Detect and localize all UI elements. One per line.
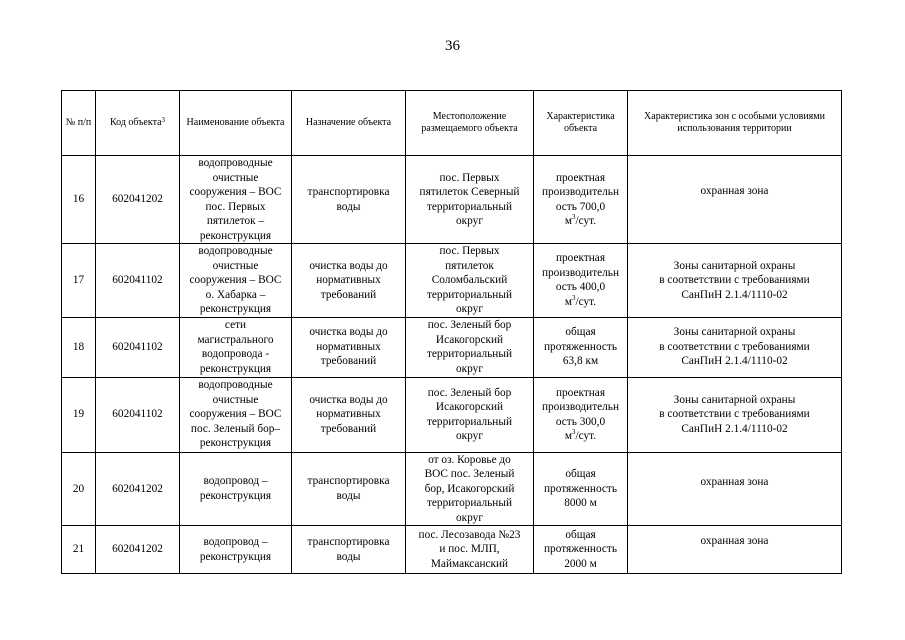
cell-purpose-line: нормативных bbox=[316, 408, 381, 421]
cell-code: 602041202 bbox=[96, 156, 180, 244]
cell-purpose bbox=[292, 526, 406, 574]
cell-zones bbox=[628, 526, 842, 574]
cell-purpose bbox=[292, 377, 406, 452]
cell-location bbox=[406, 377, 534, 452]
cell-name-line: реконструкция bbox=[199, 303, 272, 315]
table-row bbox=[62, 377, 842, 452]
cell-zones-line: Зоны санитарной охраны bbox=[673, 393, 796, 406]
cell-zones-line: в соответствии с требованиями bbox=[659, 340, 810, 353]
header-location: Местоположение размещаемого объекта bbox=[406, 91, 534, 156]
cell-zones bbox=[628, 452, 842, 526]
cell-characteristic-line: проектная bbox=[555, 171, 606, 184]
cell-location-line: бор, Исакогорский bbox=[424, 482, 515, 495]
cell-location bbox=[406, 317, 534, 377]
cell-purpose-line: очистка воды до bbox=[309, 393, 388, 406]
table-row bbox=[62, 156, 842, 244]
cell-num: 18 bbox=[62, 317, 96, 377]
cell-characteristic-line: протяженность bbox=[544, 482, 617, 495]
characteristic-unit-tail: /сут. bbox=[575, 295, 597, 308]
objects-table bbox=[61, 90, 842, 574]
cell-characteristic-line: ость 700,0 bbox=[555, 200, 606, 213]
cell-location-line: округ bbox=[456, 215, 483, 227]
cell-characteristic-line: общая bbox=[565, 326, 596, 339]
cell-zones-line: СанПиН 2.1.4/1110-02 bbox=[681, 422, 788, 435]
cell-zones-line: охранная зона bbox=[700, 475, 769, 488]
cell-num: 16 bbox=[62, 156, 96, 244]
cell-location-line: территориальный bbox=[426, 288, 512, 301]
cell-characteristic-line: 63,8 км bbox=[562, 355, 599, 368]
cell-name-line: очистные bbox=[212, 259, 259, 272]
cell-location bbox=[406, 452, 534, 526]
cell-purpose-line: требований bbox=[320, 355, 377, 368]
characteristic-unit: м bbox=[564, 295, 573, 308]
characteristic-unit-sup: 3 bbox=[572, 428, 576, 436]
cell-num: 21 bbox=[62, 526, 96, 574]
cell-num: 17 bbox=[62, 244, 96, 318]
cell-code: 602041102 bbox=[96, 244, 180, 318]
cell-location-line: Маймаксанский bbox=[430, 557, 509, 570]
header-code-text: Код объекта bbox=[109, 116, 162, 128]
cell-characteristic bbox=[534, 244, 628, 318]
table-row bbox=[62, 526, 842, 574]
cell-zones-line: СанПиН 2.1.4/1110-02 bbox=[681, 288, 788, 301]
cell-code: 602041202 bbox=[96, 526, 180, 574]
cell-location-line: пятилеток bbox=[445, 259, 494, 272]
cell-name-line: пос. Первых bbox=[205, 200, 266, 213]
cell-purpose-line: требований bbox=[320, 422, 377, 435]
cell-location-line: пос. Лесозавода №23 bbox=[418, 528, 521, 541]
cell-name bbox=[180, 452, 292, 526]
cell-name bbox=[180, 377, 292, 452]
cell-characteristic bbox=[534, 156, 628, 244]
cell-purpose bbox=[292, 452, 406, 526]
cell-location-line: пос. Зеленый бор bbox=[427, 386, 512, 399]
cell-location-line: Соломбальский bbox=[431, 274, 508, 286]
cell-name bbox=[180, 526, 292, 574]
cell-name-line: реконструкция bbox=[199, 362, 272, 375]
cell-location-line: территориальный bbox=[426, 415, 512, 428]
table-row bbox=[62, 452, 842, 526]
header-characteristic: Характеристика объекта bbox=[534, 91, 628, 156]
cell-location-line: округ bbox=[456, 430, 483, 442]
cell-characteristic-line: проектная bbox=[555, 252, 606, 265]
header-code bbox=[96, 91, 180, 156]
cell-characteristic-line: ость 400,0 bbox=[555, 281, 606, 294]
cell-zones bbox=[628, 156, 842, 244]
cell-name-line: водопроводные bbox=[198, 379, 273, 392]
cell-purpose-line: воды bbox=[336, 550, 361, 563]
cell-num: 19 bbox=[62, 377, 96, 452]
cell-name-line: очистные bbox=[212, 393, 259, 406]
cell-zones bbox=[628, 377, 842, 452]
cell-location-line: территориальный bbox=[426, 348, 512, 360]
cell-location-line: ВОС пос. Зеленый bbox=[424, 468, 515, 480]
cell-location-line: округ bbox=[456, 303, 483, 315]
cell-zones-line: Зоны санитарной охраны bbox=[673, 259, 796, 272]
cell-location bbox=[406, 526, 534, 574]
cell-zones-line: в соответствии с требованиями bbox=[659, 274, 810, 286]
cell-characteristic-line: проектная bbox=[555, 386, 606, 399]
cell-name-line: о. Хабарка – bbox=[205, 288, 266, 301]
cell-location-line: территориальный bbox=[426, 200, 512, 213]
cell-location-line: Исакогорский bbox=[435, 333, 504, 346]
cell-code: 602041102 bbox=[96, 377, 180, 452]
cell-name-line: водопроводные bbox=[198, 245, 273, 257]
header-zones: Характеристика зон с особыми условиями использования территории bbox=[628, 91, 842, 156]
cell-location bbox=[406, 244, 534, 318]
table-row bbox=[62, 317, 842, 377]
cell-purpose-line: нормативных bbox=[316, 340, 381, 353]
cell-purpose bbox=[292, 244, 406, 318]
cell-name-line: реконструкция bbox=[199, 489, 272, 502]
cell-code: 602041102 bbox=[96, 317, 180, 377]
header-purpose: Назначение объекта bbox=[292, 91, 406, 156]
cell-name-line: очистные bbox=[212, 171, 259, 184]
cell-characteristic-line: общая bbox=[565, 468, 596, 480]
cell-purpose-line: очистка воды до bbox=[309, 259, 388, 272]
cell-characteristic-line: производительн bbox=[541, 401, 619, 413]
cell-purpose-line: транспортировка bbox=[307, 475, 390, 488]
cell-location-line: пос. Первых bbox=[439, 171, 500, 184]
cell-num: 20 bbox=[62, 452, 96, 526]
characteristic-unit-tail: /сут. bbox=[575, 215, 597, 227]
cell-location-line: территориальный bbox=[426, 497, 512, 509]
cell-location-line: пос. Зеленый бор bbox=[427, 319, 512, 331]
cell-characteristic-line: протяженность bbox=[544, 543, 617, 556]
cell-characteristic-line: производительн bbox=[541, 266, 619, 279]
characteristic-unit-tail: /сут. bbox=[575, 430, 597, 442]
cell-location-line: пос. Первых bbox=[439, 245, 500, 257]
cell-zones bbox=[628, 317, 842, 377]
cell-name-line: сооружения – ВОС bbox=[189, 186, 282, 198]
cell-characteristic-line: протяженность bbox=[544, 340, 617, 353]
cell-name-line: водопровод – bbox=[203, 475, 268, 488]
cell-name-line: реконструкция bbox=[199, 437, 272, 450]
cell-location-line: округ bbox=[456, 362, 483, 375]
header-code-footnote: 3 bbox=[161, 115, 166, 124]
cell-name-line: водопроводные bbox=[198, 157, 273, 169]
header-num: № п/п bbox=[62, 91, 96, 156]
cell-characteristic bbox=[534, 526, 628, 574]
cell-name-line: водопровода - bbox=[201, 348, 270, 360]
cell-name bbox=[180, 317, 292, 377]
cell-name bbox=[180, 244, 292, 318]
cell-code: 602041202 bbox=[96, 452, 180, 526]
cell-purpose bbox=[292, 317, 406, 377]
characteristic-unit-sup: 3 bbox=[572, 213, 576, 221]
cell-characteristic bbox=[534, 377, 628, 452]
cell-purpose-line: транспортировка bbox=[307, 186, 390, 198]
cell-name bbox=[180, 156, 292, 244]
cell-name-line: сооружения – ВОС bbox=[189, 274, 282, 286]
cell-location bbox=[406, 156, 534, 244]
cell-purpose-line: нормативных bbox=[316, 274, 381, 286]
characteristic-unit: м bbox=[564, 215, 573, 227]
cell-zones bbox=[628, 244, 842, 318]
page-number: 36 bbox=[445, 38, 460, 54]
cell-purpose-line: воды bbox=[336, 200, 361, 213]
cell-purpose-line: воды bbox=[336, 489, 361, 502]
cell-characteristic-line: производительн bbox=[541, 186, 619, 198]
cell-name-line: реконструкция bbox=[199, 229, 272, 242]
cell-location-line: округ bbox=[456, 511, 483, 524]
cell-characteristic-line: общая bbox=[565, 528, 596, 541]
cell-name-line: сети bbox=[224, 319, 247, 331]
cell-characteristic bbox=[534, 452, 628, 526]
header-name: Наименование объекта bbox=[180, 91, 292, 156]
cell-location-line: пятилеток Северный bbox=[419, 186, 520, 198]
cell-purpose bbox=[292, 156, 406, 244]
cell-location-line: и пос. МЛП, bbox=[439, 543, 500, 556]
cell-purpose-line: очистка воды до bbox=[309, 326, 388, 339]
cell-location-line: от оз. Коровье до bbox=[428, 453, 511, 466]
table-row bbox=[62, 244, 842, 318]
characteristic-unit: м bbox=[564, 430, 573, 442]
cell-name-line: пос. Зеленый бор– bbox=[190, 422, 281, 435]
cell-zones-line: охранная зона bbox=[700, 535, 769, 547]
cell-name-line: водопровод – bbox=[203, 536, 268, 548]
cell-characteristic bbox=[534, 317, 628, 377]
cell-purpose-line: требований bbox=[320, 288, 377, 301]
cell-characteristic-line: ость 300,0 bbox=[555, 415, 606, 428]
cell-characteristic-line: 8000 м bbox=[564, 497, 597, 509]
table-header-row bbox=[62, 91, 842, 156]
cell-name-line: магистрального bbox=[197, 333, 274, 346]
cell-location-line: Исакогорский bbox=[435, 401, 504, 413]
cell-zones-line: Зоны санитарной охраны bbox=[673, 326, 796, 339]
cell-characteristic-line: 2000 м bbox=[564, 557, 597, 570]
cell-name-line: сооружения – ВОС bbox=[189, 408, 282, 421]
cell-zones-line: СанПиН 2.1.4/1110-02 bbox=[681, 355, 788, 368]
cell-purpose-line: транспортировка bbox=[307, 536, 390, 548]
cell-name-line: пятилеток – bbox=[206, 215, 265, 227]
cell-zones-line: в соответствии с требованиями bbox=[659, 408, 810, 421]
cell-name-line: реконструкция bbox=[199, 550, 272, 563]
characteristic-unit-sup: 3 bbox=[572, 293, 576, 302]
cell-zones-line: охранная зона bbox=[700, 185, 769, 197]
